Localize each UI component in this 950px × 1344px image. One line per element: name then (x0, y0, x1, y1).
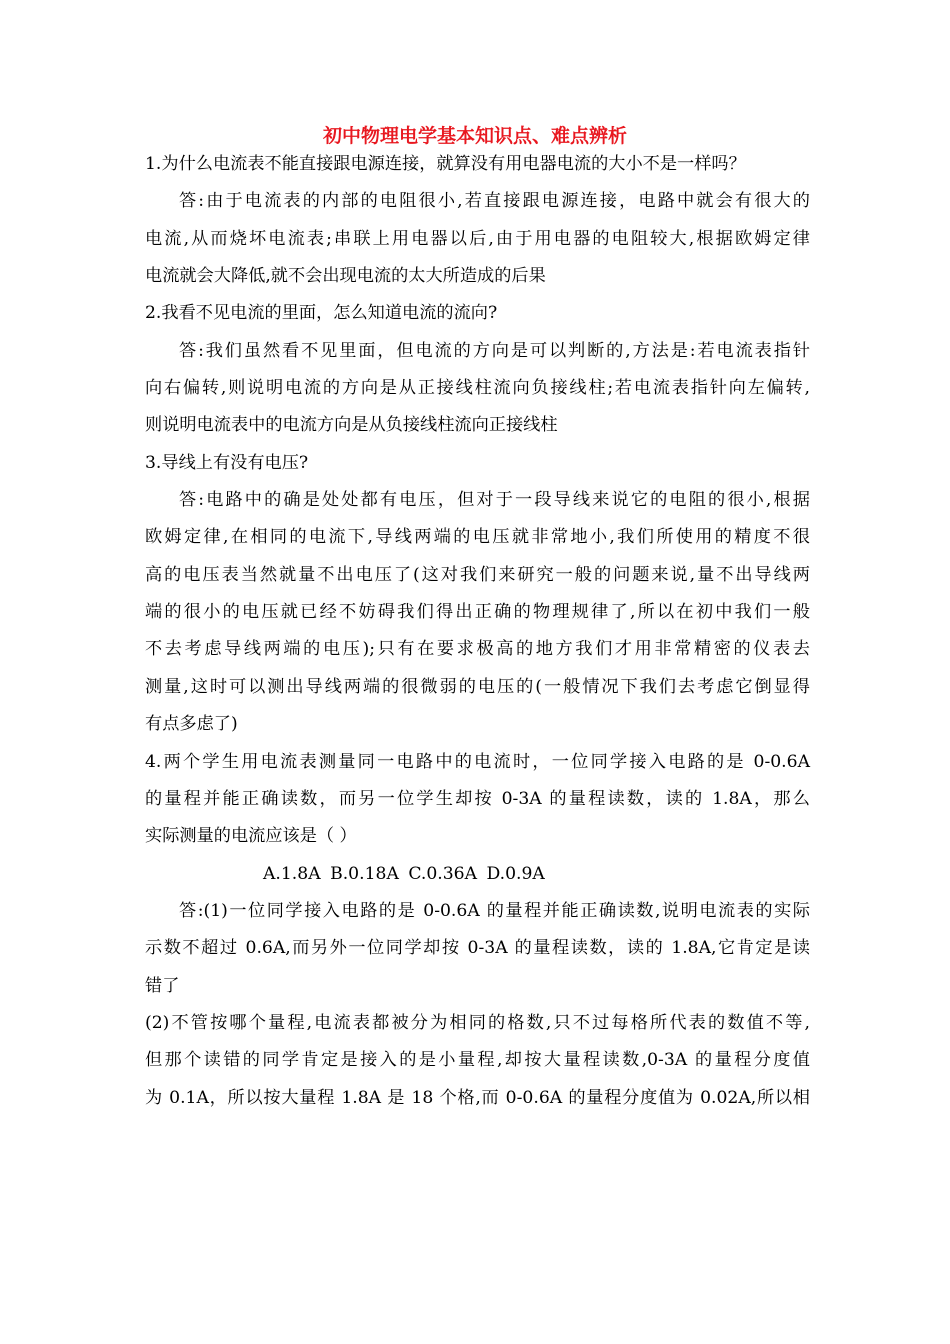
answer-3-line: 有点多虑了) (145, 714, 238, 735)
answer-3-line: 测量,这时可以测出导线两端的很微弱的电压的(一般情况下我们去考虑它倒显得 (145, 676, 810, 697)
answer-4-line: 为 0.1A，所以按大量程 1.8A 是 18 个格,而 0-0.6A 的量程分度值为 0.02A,所以相 (145, 1087, 810, 1108)
question-4-options: A.1.8A B.0.18A C.0.36A D.0.9A (263, 863, 545, 884)
answer-4-line: 答:(1)一位同学接入电路的是 0-0.6A 的量程并能正确读数,说明电流表的实际 (179, 900, 810, 921)
answer-1-line: 答:由于电流表的内部的电阻很小,若直接跟电源连接，电路中就会有很大的 (179, 191, 810, 212)
question-4-line: 4.两个学生用电流表测量同一电路中的电流时，一位同学接入电路的是 0-0.6A (145, 751, 810, 772)
answer-2-line: 答:我们虽然看不见里面，但电流的方向是可以判断的,方法是:若电流表指针 (179, 340, 810, 361)
answer-2-line: 向右偏转,则说明电流的方向是从正接线柱流向负接线柱;若电流表指针向左偏转, (145, 378, 810, 399)
document-body (145, 150, 810, 1121)
answer-1-line: 电流就会大降低,就不会出现电流的太大所造成的后果 (145, 266, 546, 287)
question-2: 2.我看不见电流的里面，怎么知道电流的流向? (145, 303, 498, 324)
document-title: 初中物理电学基本知识点、难点辨析 (322, 125, 627, 147)
question-3: 3.导线上有没有电压? (145, 452, 309, 473)
question-4-line: 的量程并能正确读数，而另一位学生却按 0-3A 的量程读数，读的 1.8A，那么 (145, 788, 810, 809)
answer-2-line: 则说明电流表中的电流方向是从负接线柱流向正接线柱 (145, 415, 558, 436)
answer-3-line: 答:电路中的确是处处都有电压，但对于一段导线来说它的电阻的很小,根据 (179, 490, 810, 511)
question-1: 1.为什么电流表不能直接跟电源连接，就算没有用电器电流的大小不是一样吗？ (145, 154, 746, 174)
answer-3-line: 高的电压表当然就量不出电压了(这对我们来研究一般的问题来说,量不出导线两 (145, 564, 810, 585)
answer-3-line: 不去考虑导线两端的电压);只有在要求极高的地方我们才用非常精密的仪表去 (145, 639, 810, 660)
answer-4-line: 示数不超过 0.6A,而另外一位同学却按 0-3A 的量程读数，读的 1.8A,它肯定是读 (145, 938, 810, 959)
answer-1-line: 电流,从而烧坏电流表;串联上用电器以后,由于用电器的电阻较大,根据欧姆定律 (145, 228, 810, 249)
answer-3-line: 欧姆定律,在相同的电流下,导线两端的电压就非常地小,我们所使用的精度不很 (145, 527, 810, 548)
answer-4-line: (2)不管按哪个量程,电流表都被分为相同的格数,只不过每格所代表的数值不等, (145, 1012, 810, 1033)
answer-4-line: 错了 (145, 975, 180, 996)
answer-4-line: 但那个读错的同学肯定是接入的是小量程,却按大量程读数,0-3A 的量程分度值 (145, 1050, 810, 1071)
answer-3-line: 端的很小的电压就已经不妨碍我们得出正确的物理规律了,所以在初中我们一般 (145, 602, 810, 623)
question-4-line: 实际测量的电流应该是（ ） (145, 826, 357, 847)
